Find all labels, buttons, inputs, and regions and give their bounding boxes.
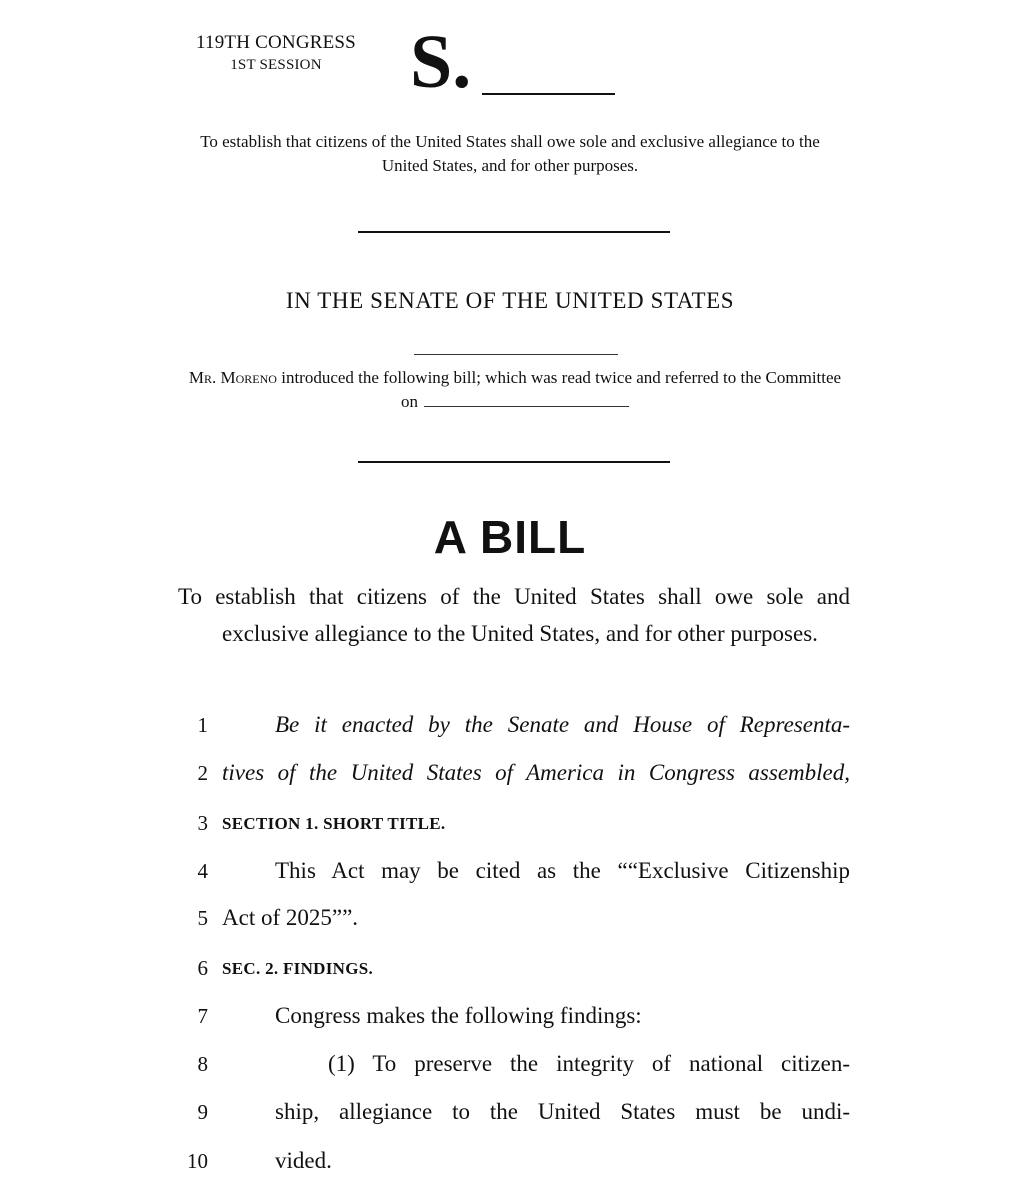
text-line [0, 1001, 1019, 1031]
divider-rule-thin [414, 354, 618, 355]
line-number: 5 [197, 906, 208, 930]
divider-rule [358, 461, 670, 463]
line-number: 2 [197, 761, 208, 785]
bill-prefix: S. [410, 20, 472, 104]
introduction-statement [180, 366, 850, 414]
congress-number: 119TH CONGRESS [196, 32, 356, 53]
divider-rule [358, 231, 670, 233]
introduction-text: introduced the following bill; which was read twice and referred to the Committee on [281, 368, 842, 411]
line-number: 4 [197, 859, 208, 883]
text-line [0, 710, 1019, 740]
line-number: 7 [197, 1004, 208, 1028]
body-text-line: ship, allegiance to the United States must be undi- [275, 1099, 850, 1124]
bill-title: A BILL [433, 511, 587, 563]
session-number: 1ST SESSION [230, 57, 322, 73]
text-line [0, 856, 1019, 886]
line-number: 1 [197, 713, 208, 737]
senate-heading: IN THE SENATE OF THE UNITED STATES [285, 288, 735, 313]
text-line [0, 758, 1019, 788]
line-number: 8 [197, 1052, 208, 1076]
line-number: 10 [187, 1149, 208, 1173]
text-line [0, 953, 1019, 983]
purpose-summary: To establish that citizens of the United States shall owe sole and exclusive allegiance to the United States, and for other purposes. [200, 132, 820, 175]
line-number: 6 [197, 956, 208, 980]
bill-purpose: To establish that citizens of the United States shall owe sole and exclusive allegiance to the United States, and for other purposes. [178, 584, 850, 646]
enacting-clause-line: Be it enacted by the Senate and House of Representa- [275, 712, 850, 737]
line-number: 9 [197, 1100, 208, 1124]
sponsor-name: Mr. Moreno [188, 368, 277, 387]
section-heading: SECTION 1. SHORT TITLE. [222, 814, 446, 833]
committee-blank [424, 392, 629, 407]
text-line [0, 808, 1019, 838]
text-line [0, 1097, 1019, 1127]
text-line [0, 903, 1019, 933]
body-text-line: Act of 2025””. [222, 905, 359, 930]
text-line [0, 1049, 1019, 1079]
body-text-line: This Act may be cited as the ““Exclusive Citizenship [275, 858, 850, 883]
enacting-clause-line: tives of the United States of America in Congress assembled, [222, 760, 850, 785]
body-text-line: vided. [275, 1148, 332, 1173]
line-number: 3 [197, 811, 208, 835]
congress-session-label [176, 32, 376, 76]
body-text-line: Congress makes the following findings: [275, 1003, 642, 1028]
section-heading: SEC. 2. FINDINGS. [222, 959, 374, 978]
body-text-line: (1) To preserve the integrity of national citizen- [328, 1051, 850, 1076]
bill-number-blank [482, 93, 615, 95]
text-line [0, 1146, 1019, 1176]
